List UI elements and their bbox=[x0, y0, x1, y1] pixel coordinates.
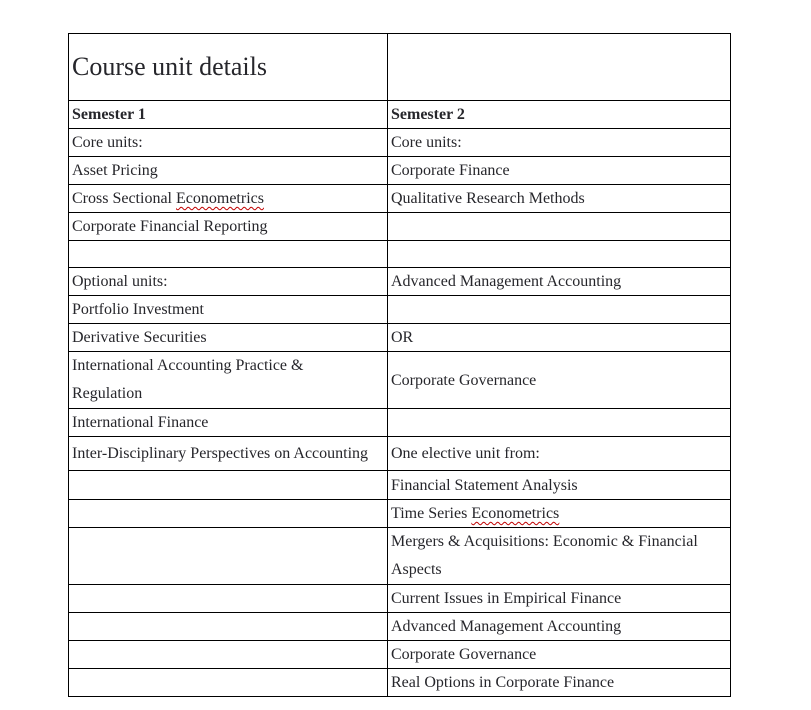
table-cell bbox=[388, 185, 731, 213]
cell-text: Financial Statement Analysis bbox=[391, 476, 578, 494]
semester-1-header: Semester 1 bbox=[72, 106, 146, 123]
table-row bbox=[69, 613, 731, 641]
table-cell bbox=[388, 613, 731, 641]
table-row bbox=[69, 352, 731, 409]
table-row bbox=[69, 185, 731, 213]
cell-text: Optional units: bbox=[72, 273, 168, 290]
semester-2-header: Semester 2 bbox=[391, 106, 465, 123]
table-row bbox=[69, 585, 731, 613]
table-cell bbox=[69, 296, 388, 324]
spellcheck-flagged-word: Econometrics bbox=[176, 190, 264, 207]
cell-text: Corporate Finance bbox=[391, 162, 510, 179]
table-cell bbox=[69, 324, 388, 352]
cell-text: Corporate Governance bbox=[391, 371, 537, 389]
cell-text: One elective unit from: bbox=[391, 445, 540, 462]
semester-1-header-cell bbox=[69, 101, 388, 129]
table-row bbox=[69, 157, 731, 185]
cell-text-plain: Time Series bbox=[391, 505, 472, 522]
table-row bbox=[69, 641, 731, 669]
table-cell bbox=[388, 268, 731, 296]
spellcheck-flagged-word: Econometrics bbox=[471, 505, 560, 522]
title-row bbox=[69, 34, 731, 101]
table-cell bbox=[69, 213, 388, 241]
table-cell bbox=[388, 324, 731, 352]
table-cell bbox=[69, 129, 388, 157]
cell-text: International Accounting Practice & Regulation bbox=[72, 357, 304, 402]
table-cell bbox=[69, 585, 388, 613]
table-title-cell bbox=[69, 34, 388, 101]
title-row-empty-cell bbox=[388, 34, 731, 101]
cell-text: Qualitative Research Methods bbox=[391, 190, 585, 207]
table-row bbox=[69, 437, 731, 471]
table-cell bbox=[388, 641, 731, 669]
table-row bbox=[69, 268, 731, 296]
cell-text: Core units: bbox=[391, 134, 462, 151]
table-cell bbox=[69, 471, 388, 500]
table-cell bbox=[69, 669, 388, 697]
cell-text: OR bbox=[391, 329, 414, 346]
cell-text: Advanced Management Accounting bbox=[391, 618, 622, 635]
table-row bbox=[69, 500, 731, 528]
table-cell bbox=[388, 129, 731, 157]
table-cell bbox=[69, 528, 388, 585]
table-row bbox=[69, 213, 731, 241]
table-cell bbox=[388, 352, 731, 409]
cell-text: Advanced Management Accounting bbox=[391, 273, 622, 290]
semester-2-header-cell bbox=[388, 101, 731, 129]
table-cell bbox=[388, 241, 731, 268]
cell-text: Real Options in Corporate Finance bbox=[391, 674, 615, 691]
table-cell bbox=[388, 437, 731, 471]
table-cell bbox=[388, 471, 731, 500]
cell-text: Portfolio Investment bbox=[72, 301, 204, 318]
table-cell bbox=[69, 409, 388, 437]
table-cell bbox=[69, 157, 388, 185]
cell-text-plain: Cross Sectional bbox=[72, 190, 176, 207]
table-row bbox=[69, 471, 731, 500]
cell-text: Derivative Securities bbox=[72, 329, 207, 346]
table-cell bbox=[388, 409, 731, 437]
table-cell bbox=[388, 213, 731, 241]
cell-text: Mergers & Acquisitions: Economic & Financial Aspects bbox=[391, 533, 698, 578]
table-row bbox=[69, 669, 731, 697]
cell-text: Core units: bbox=[72, 134, 143, 151]
table-cell bbox=[388, 669, 731, 697]
cell-text: Corporate Financial Reporting bbox=[72, 218, 268, 235]
table-row bbox=[69, 129, 731, 157]
table-cell bbox=[69, 185, 388, 213]
table-cell bbox=[69, 500, 388, 528]
header-row bbox=[69, 101, 731, 129]
cell-text: Corporate Governance bbox=[391, 646, 537, 663]
course-unit-details-table bbox=[68, 33, 731, 697]
table-row bbox=[69, 409, 731, 437]
cell-text: Current Issues in Empirical Finance bbox=[391, 590, 622, 607]
cell-text: International Finance bbox=[72, 414, 209, 431]
table-cell bbox=[388, 500, 731, 528]
cell-text bbox=[72, 185, 383, 212]
table-cell bbox=[388, 296, 731, 324]
table-cell bbox=[69, 613, 388, 641]
table-row bbox=[69, 528, 731, 585]
table-row bbox=[69, 296, 731, 324]
table-cell bbox=[388, 528, 731, 585]
table-cell bbox=[69, 268, 388, 296]
cell-text: Asset Pricing bbox=[72, 162, 158, 179]
table-cell bbox=[388, 585, 731, 613]
table-cell bbox=[69, 241, 388, 268]
table-cell bbox=[69, 437, 388, 471]
page-title: Course unit details bbox=[72, 52, 267, 81]
cell-text bbox=[391, 500, 726, 527]
table-row bbox=[69, 324, 731, 352]
cell-text: Inter-Disciplinary Perspectives on Accounting bbox=[72, 445, 369, 462]
table-cell bbox=[69, 352, 388, 409]
table-row bbox=[69, 241, 731, 268]
table-cell bbox=[69, 641, 388, 669]
table-cell bbox=[388, 157, 731, 185]
